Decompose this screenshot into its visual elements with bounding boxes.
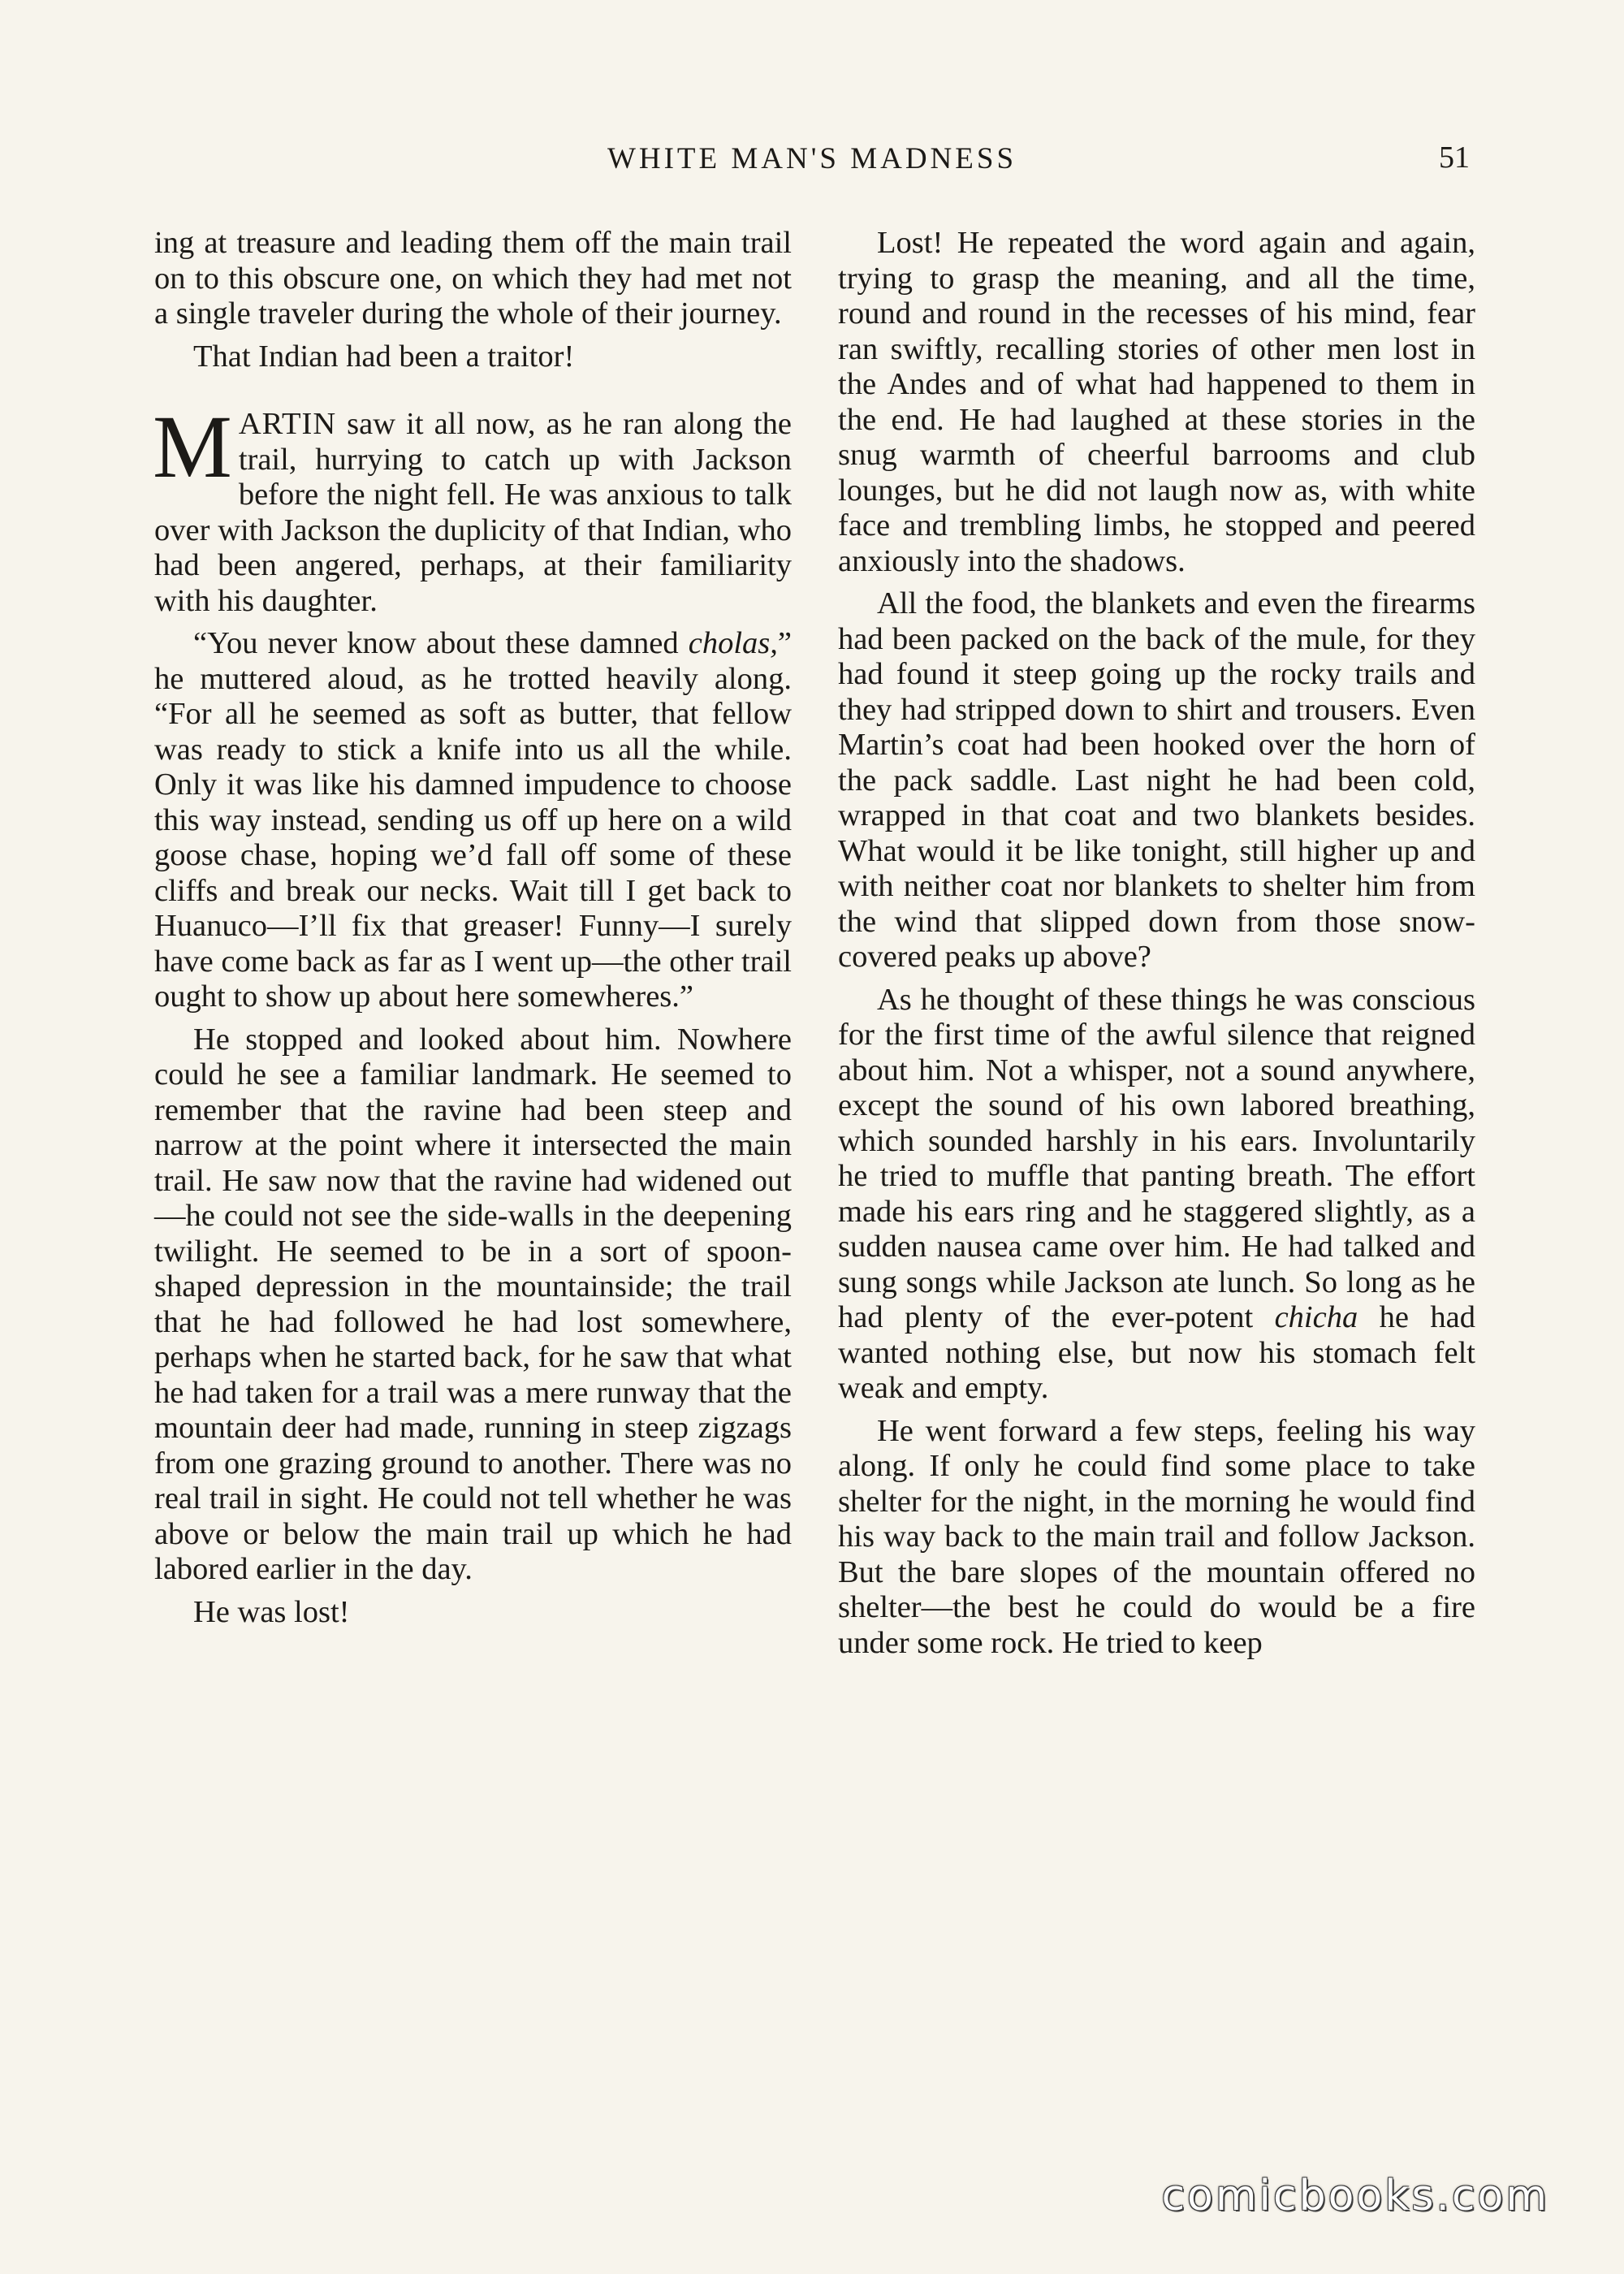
page-number: 51 — [1439, 141, 1470, 175]
right-column — [838, 226, 1475, 1668]
paragraph-continued: ing at treasure and leading them off the main trail on to this obscure one, on which they had met not a single traveler during the whole of their journey. — [154, 226, 792, 331]
paragraph-text: ” he muttered aloud, as he trotted heavily along. “For all he seemed as soft as butter, that fellow was ready to stick a knife into us all the while. Only it was like his damned impudence to choose this way instead, sending us off up here on a wild goose chase, hoping we’d fall off some of these cliffs and break our necks. Wait till I get back to Huanuco—I’ll fix that greaser! Funny—I surely have come back as far as I went up—the other trail ought to show up about here somewheres.” — [154, 626, 792, 1014]
drop-cap: M — [153, 397, 232, 496]
italic-word: cholas, — [688, 626, 778, 660]
lead-in-caps: ARTIN — [238, 407, 337, 441]
paragraph-food: All the food, the blankets and even the firearms had been packed on the back of the mule, for they had found it steep going up the rocky trails and they had stripped down to shirt and trousers. Even Martin’s coat had been hooked over the horn of the pack saddle. Last night he had been cold, wrapped in that coat and two blankets besides. What would it be like tonight, still higher up and with neither coat nor blankets to shelter him from the wind that slipped down from those snow-covered peaks up above? — [838, 586, 1475, 974]
paragraph-repeated: Lost! He repeated the word again and again, trying to grasp the meaning, and all the time, round and round in the recesses of his mind, fear ran swiftly, recalling stories of other men lost in the Andes and of what had happened to them in the end. He had laughed at these stories in the snug warmth of cheerful barrooms and club lounges, but he did not laugh now as, with white face and trembling limbs, he stopped and peered anxiously into the shadows. — [838, 226, 1475, 578]
paragraph-traitor: That Indian had been a traitor! — [193, 339, 575, 374]
paragraph-text: As he thought of these things he was conscious for the first time of the awful silence that reigned about him. Not a whisper, not a sound anywhere, except the sound of his own labored breathing, which sounded harshly in his ears. Involuntarily he tried to muffle that panting breath. The effort made his ears ring and he staggered slightly, as a sudden nausea came over him. He had talked and sung songs while Jackson ate lunch. So long as he had plenty of the ever-potent — [838, 982, 1475, 1334]
paragraph-forward: He went forward a few steps, feeling his way along. If only he could find some place to take shelter for the night, in the morning he would find his way back to the main trail and follow Jackson. But the bare slopes of the mountain offered no shelter—the best he could do would be a fire under some rock. He tried to keep — [838, 1413, 1475, 1660]
site-watermark: comicbooks.com — [1161, 2172, 1549, 2220]
running-title: WHITE MAN'S MADNESS — [607, 142, 1017, 175]
running-head — [154, 136, 1470, 185]
paragraph-martin — [153, 397, 792, 619]
left-column — [154, 226, 792, 1637]
paragraph-lost: He was lost! — [193, 1594, 350, 1629]
paragraph-silence — [838, 983, 1475, 1407]
paragraph-text: “You never know about these damned — [193, 626, 689, 660]
paragraph-text: he had wanted nothing else, but now his stomach felt weak and empty. — [838, 1300, 1475, 1405]
italic-word: chicha — [1274, 1300, 1358, 1334]
paragraph-text: saw it all now, as he ran along the trail, hurrying to catch up with Jackson before the night fell. He was anxious to talk over with Jackson the duplicity of that Indian, who had been angered, perhaps, at their familiarity with his daughter. — [154, 407, 792, 618]
paragraph-dialogue — [154, 626, 792, 1015]
paragraph-stopped: He stopped and looked about him. Nowhere could he see a familiar landmark. He seemed to remember that the ravine had been steep and narrow at the point where it intersected the main trail. He saw now that the ravine had widened out—he could not see the side-walls in the deepening twilight. He seemed to be in a sort of spoon-shaped depression in the mountainside; the trail that he had followed he had lost somewhere, perhaps when he started back, for he saw that what he had taken for a trail was a mere runway that the mountain deer had made, running in steep zigzags from one grazing ground to another. There was no real trail in sight. He could not tell whether he was above or below the main trail up which he had labored earlier in the day. — [154, 1022, 792, 1586]
